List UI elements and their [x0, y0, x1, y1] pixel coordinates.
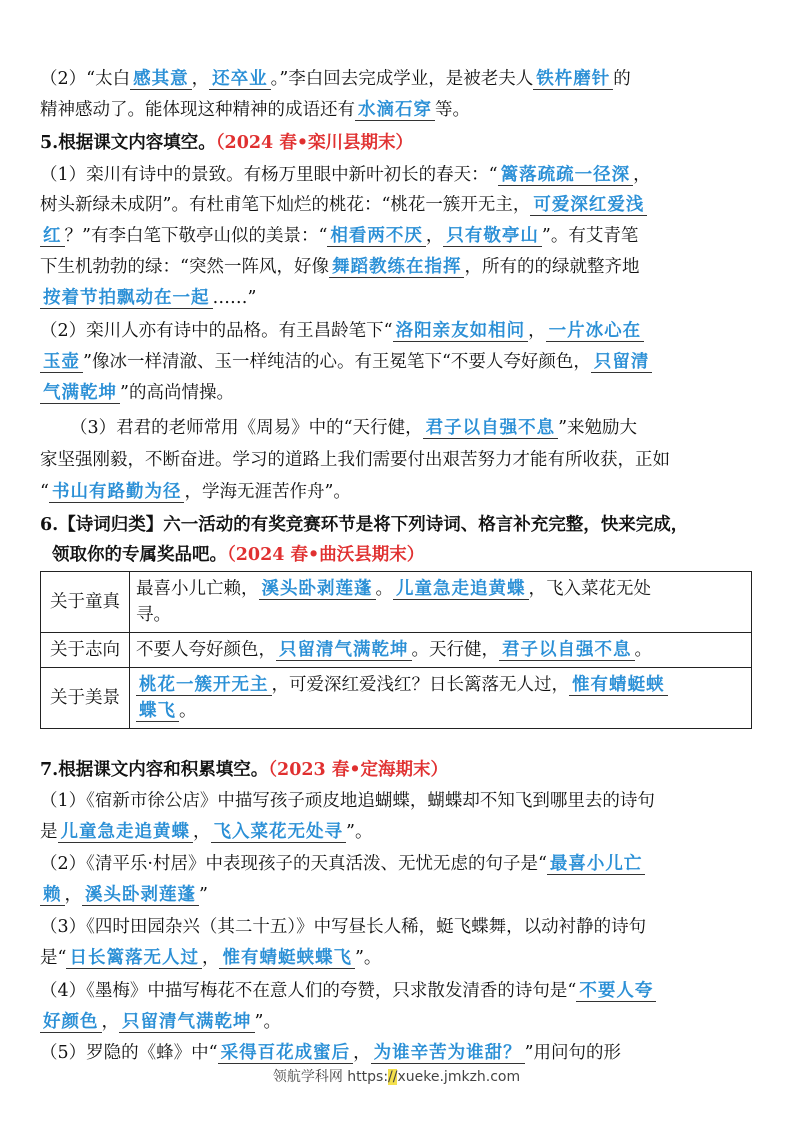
q4-line-1	[40, 66, 760, 92]
text: ，	[101, 1012, 119, 1032]
text: ，所有的的绿就整齐地	[464, 257, 640, 277]
category-cell: 关于志向	[41, 633, 130, 668]
text: ，学海无涯苦作舟”。	[184, 482, 351, 502]
answer: 采得百花成蜜后	[218, 1043, 354, 1064]
q5-line-8	[40, 380, 760, 406]
answer: 溪头卧剥莲蓬	[259, 579, 376, 600]
text: ”。	[354, 948, 382, 968]
text: ”。	[254, 1012, 281, 1032]
text: 精神感动了。能体现这种精神的成语还有	[40, 100, 355, 120]
q7-line-5	[40, 914, 760, 940]
q7-title	[40, 757, 760, 783]
text: ，	[353, 1043, 371, 1063]
footer-text: xueke.jmkzh.com	[397, 1069, 521, 1085]
q4-line-2	[40, 97, 760, 123]
q5-line-6	[40, 318, 760, 344]
text: 最喜小儿亡赖，	[136, 579, 259, 599]
text: 。	[375, 579, 393, 599]
category-cell: 关于美景	[41, 668, 130, 729]
text: 。	[634, 640, 652, 660]
question-title: 6.【诗词归类】六一活动的有奖竞赛环节是将下列诗词、格言补充完整，快来完成，	[40, 515, 689, 535]
answer: 水滴石穿	[355, 100, 435, 121]
answer: 只留清气满乾坤	[119, 1012, 255, 1033]
question-title: 5.根据课文内容填空。	[40, 133, 216, 153]
text: ，	[633, 165, 651, 185]
q5-line-3	[40, 223, 760, 249]
source-tag: （2024 春•栾川县期末）	[215, 133, 414, 153]
answer: 只有敬亭山	[443, 226, 542, 247]
answer: 玉壶	[40, 352, 83, 373]
q6-title	[40, 512, 760, 538]
text: （5）罗隐的《蜂》中“	[40, 1043, 218, 1063]
text: ，	[528, 321, 546, 341]
answer: 君子以自强不息	[423, 418, 559, 439]
answer: 可爱深红爱浅	[530, 195, 647, 216]
q5-line-9	[70, 415, 790, 441]
answer: 还卒业	[209, 69, 271, 90]
q6-title-2	[52, 542, 772, 568]
q7-line-3	[40, 851, 760, 877]
text: 是	[40, 822, 58, 842]
answer: 赖	[40, 885, 65, 906]
answer: 君子以自强不息	[499, 640, 635, 661]
text: （3）《四时田园杂兴（其二十五）》中写昼长人稀，蜓飞蝶舞，以动衬静的诗句	[40, 917, 647, 937]
text: 的	[613, 69, 631, 89]
text: ，	[425, 226, 444, 246]
answer: 只留清	[591, 352, 653, 373]
answer: 洛阳亲友如相问	[393, 321, 529, 342]
answer: 日长篱落无人过	[66, 948, 202, 969]
poem-table	[40, 571, 752, 729]
answer: 儿童急走追黄蝶	[393, 579, 529, 600]
source-tag: （2024 春•曲沃县期末）	[227, 545, 425, 565]
text: （3）君君的老师常用《周易》中的“天行健，	[70, 418, 423, 438]
text: 树头新绿未成阴”。有杜甫笔下灿烂的桃花：“桃花一簇开无主，	[40, 195, 531, 215]
text: ，可爱深红爱浅红？日长篱落无人过，	[271, 675, 569, 695]
text: 。	[179, 701, 197, 721]
text: ，	[193, 822, 211, 842]
text: 家坚强刚毅，不断奋进。学习的道路上我们需要付出艰苦努力才能有所收获，正如	[40, 450, 670, 470]
content-cell	[130, 572, 752, 633]
answer: 感其意	[130, 69, 192, 90]
answer: 惟有蜻蜓蛱	[569, 675, 668, 696]
q5-line-7	[40, 349, 760, 375]
table-row	[41, 668, 752, 729]
q7-line-8	[40, 1009, 760, 1035]
question-title: 7.根据课文内容和积累填空。	[40, 760, 269, 780]
source-tag: （2023 春•定海期末）	[268, 760, 449, 780]
text: 是“	[40, 948, 67, 968]
text: 下生机勃勃的绿：“突然一阵风，好像	[40, 257, 329, 277]
table-row	[41, 572, 752, 633]
text: 等。	[435, 100, 470, 120]
text: （2）“太白	[40, 69, 131, 89]
q5-line-11	[40, 479, 760, 505]
answer: 书山有路勤为径	[49, 482, 185, 503]
answer: 为谁辛苦为谁甜？	[371, 1043, 525, 1064]
content-cell	[130, 668, 752, 729]
footer-text: 领航学科网 https:	[272, 1069, 389, 1085]
answer: 舞蹈教练在指挥	[329, 257, 465, 278]
answer: 篱落疏疏一径深	[498, 165, 634, 186]
text: （2）《清平乐·村居》中表现孩子的天真活泼、无忧无虑的句子是“	[40, 854, 547, 874]
answer: 按着节拍飘动在一起	[40, 288, 213, 309]
answer: 气满乾坤	[40, 383, 120, 404]
text: ”的高尚情操。	[120, 383, 234, 403]
question-title: 领取你的专属奖品吧。	[52, 545, 227, 565]
answer: 只留清气满乾坤	[276, 640, 412, 661]
text: ”	[199, 885, 208, 905]
answer: 蝶飞	[136, 701, 179, 722]
q7-line-2	[40, 819, 760, 845]
footer-highlight: //	[388, 1069, 398, 1085]
q5-line-1	[40, 162, 760, 188]
answer: 桃花一簇开无主	[136, 675, 272, 696]
answer: 溪头卧剥莲蓬	[82, 885, 199, 906]
text: 。”李白回去完成学业，是被老夫人	[270, 69, 534, 89]
text: （2）栾川人亦有诗中的品格。有王昌龄笔下“	[40, 321, 393, 341]
text: （1）栾川有诗中的景致。有杨万里眼中新叶初长的春天：“	[40, 165, 498, 185]
answer: 一片冰心在	[546, 321, 645, 342]
q5-line-5	[40, 285, 760, 311]
answer: 飞入菜花无处寻	[211, 822, 347, 843]
text: 不要人夸好颜色，	[136, 640, 276, 660]
text: 。天行健，	[411, 640, 499, 660]
q7-line-4	[40, 882, 760, 908]
page-footer	[0, 1066, 793, 1086]
text: ”像冰一样清澈、玉一样纯洁的心。有王冕笔下“不要人夸好颜色，	[83, 352, 591, 372]
text: ？”有李白笔下敬亭山似的美景：“	[64, 226, 328, 246]
answer: 好颜色	[40, 1012, 102, 1033]
text: ，	[191, 69, 210, 89]
answer: 不要人夸	[576, 981, 656, 1002]
text: ，	[64, 885, 82, 905]
text: ”用问句的形	[524, 1043, 622, 1063]
q7-line-1	[40, 788, 760, 814]
q5-line-4	[40, 254, 760, 280]
text: （4）《墨梅》中描写梅花不在意人们的夸赞，只求散发清香的诗句是“	[40, 981, 577, 1001]
answer: 红	[40, 226, 65, 247]
answer: 儿童急走追黄蝶	[58, 822, 194, 843]
text: ，	[201, 948, 220, 968]
text: （1）《宿新市徐公店》中描写孩子顽皮地追蝴蝶，蝴蝶却不知飞到哪里去的诗句	[40, 791, 655, 811]
q5-title	[40, 130, 760, 156]
text: ……”	[212, 288, 257, 308]
answer: 惟有蜻蜓蛱蝶飞	[219, 948, 355, 969]
answer: 相看两不厌	[327, 226, 426, 247]
text: ，飞入菜花无处	[528, 579, 651, 599]
content-cell	[130, 633, 752, 668]
text: ”。有艾青笔	[541, 226, 639, 246]
text: 寻。	[136, 605, 171, 625]
text: ”。	[346, 822, 373, 842]
table-row	[41, 633, 752, 668]
answer: 铁杵磨针	[533, 69, 613, 90]
q7-line-7	[40, 978, 760, 1004]
q5-line-2	[40, 192, 760, 218]
answer: 最喜小儿亡	[547, 854, 646, 875]
q5-line-10	[40, 447, 760, 473]
q7-line-6	[40, 945, 760, 971]
text: ”来勉励大	[558, 418, 638, 438]
q7-line-9	[40, 1040, 760, 1066]
text: “	[40, 482, 49, 502]
category-cell: 关于童真	[41, 572, 130, 633]
